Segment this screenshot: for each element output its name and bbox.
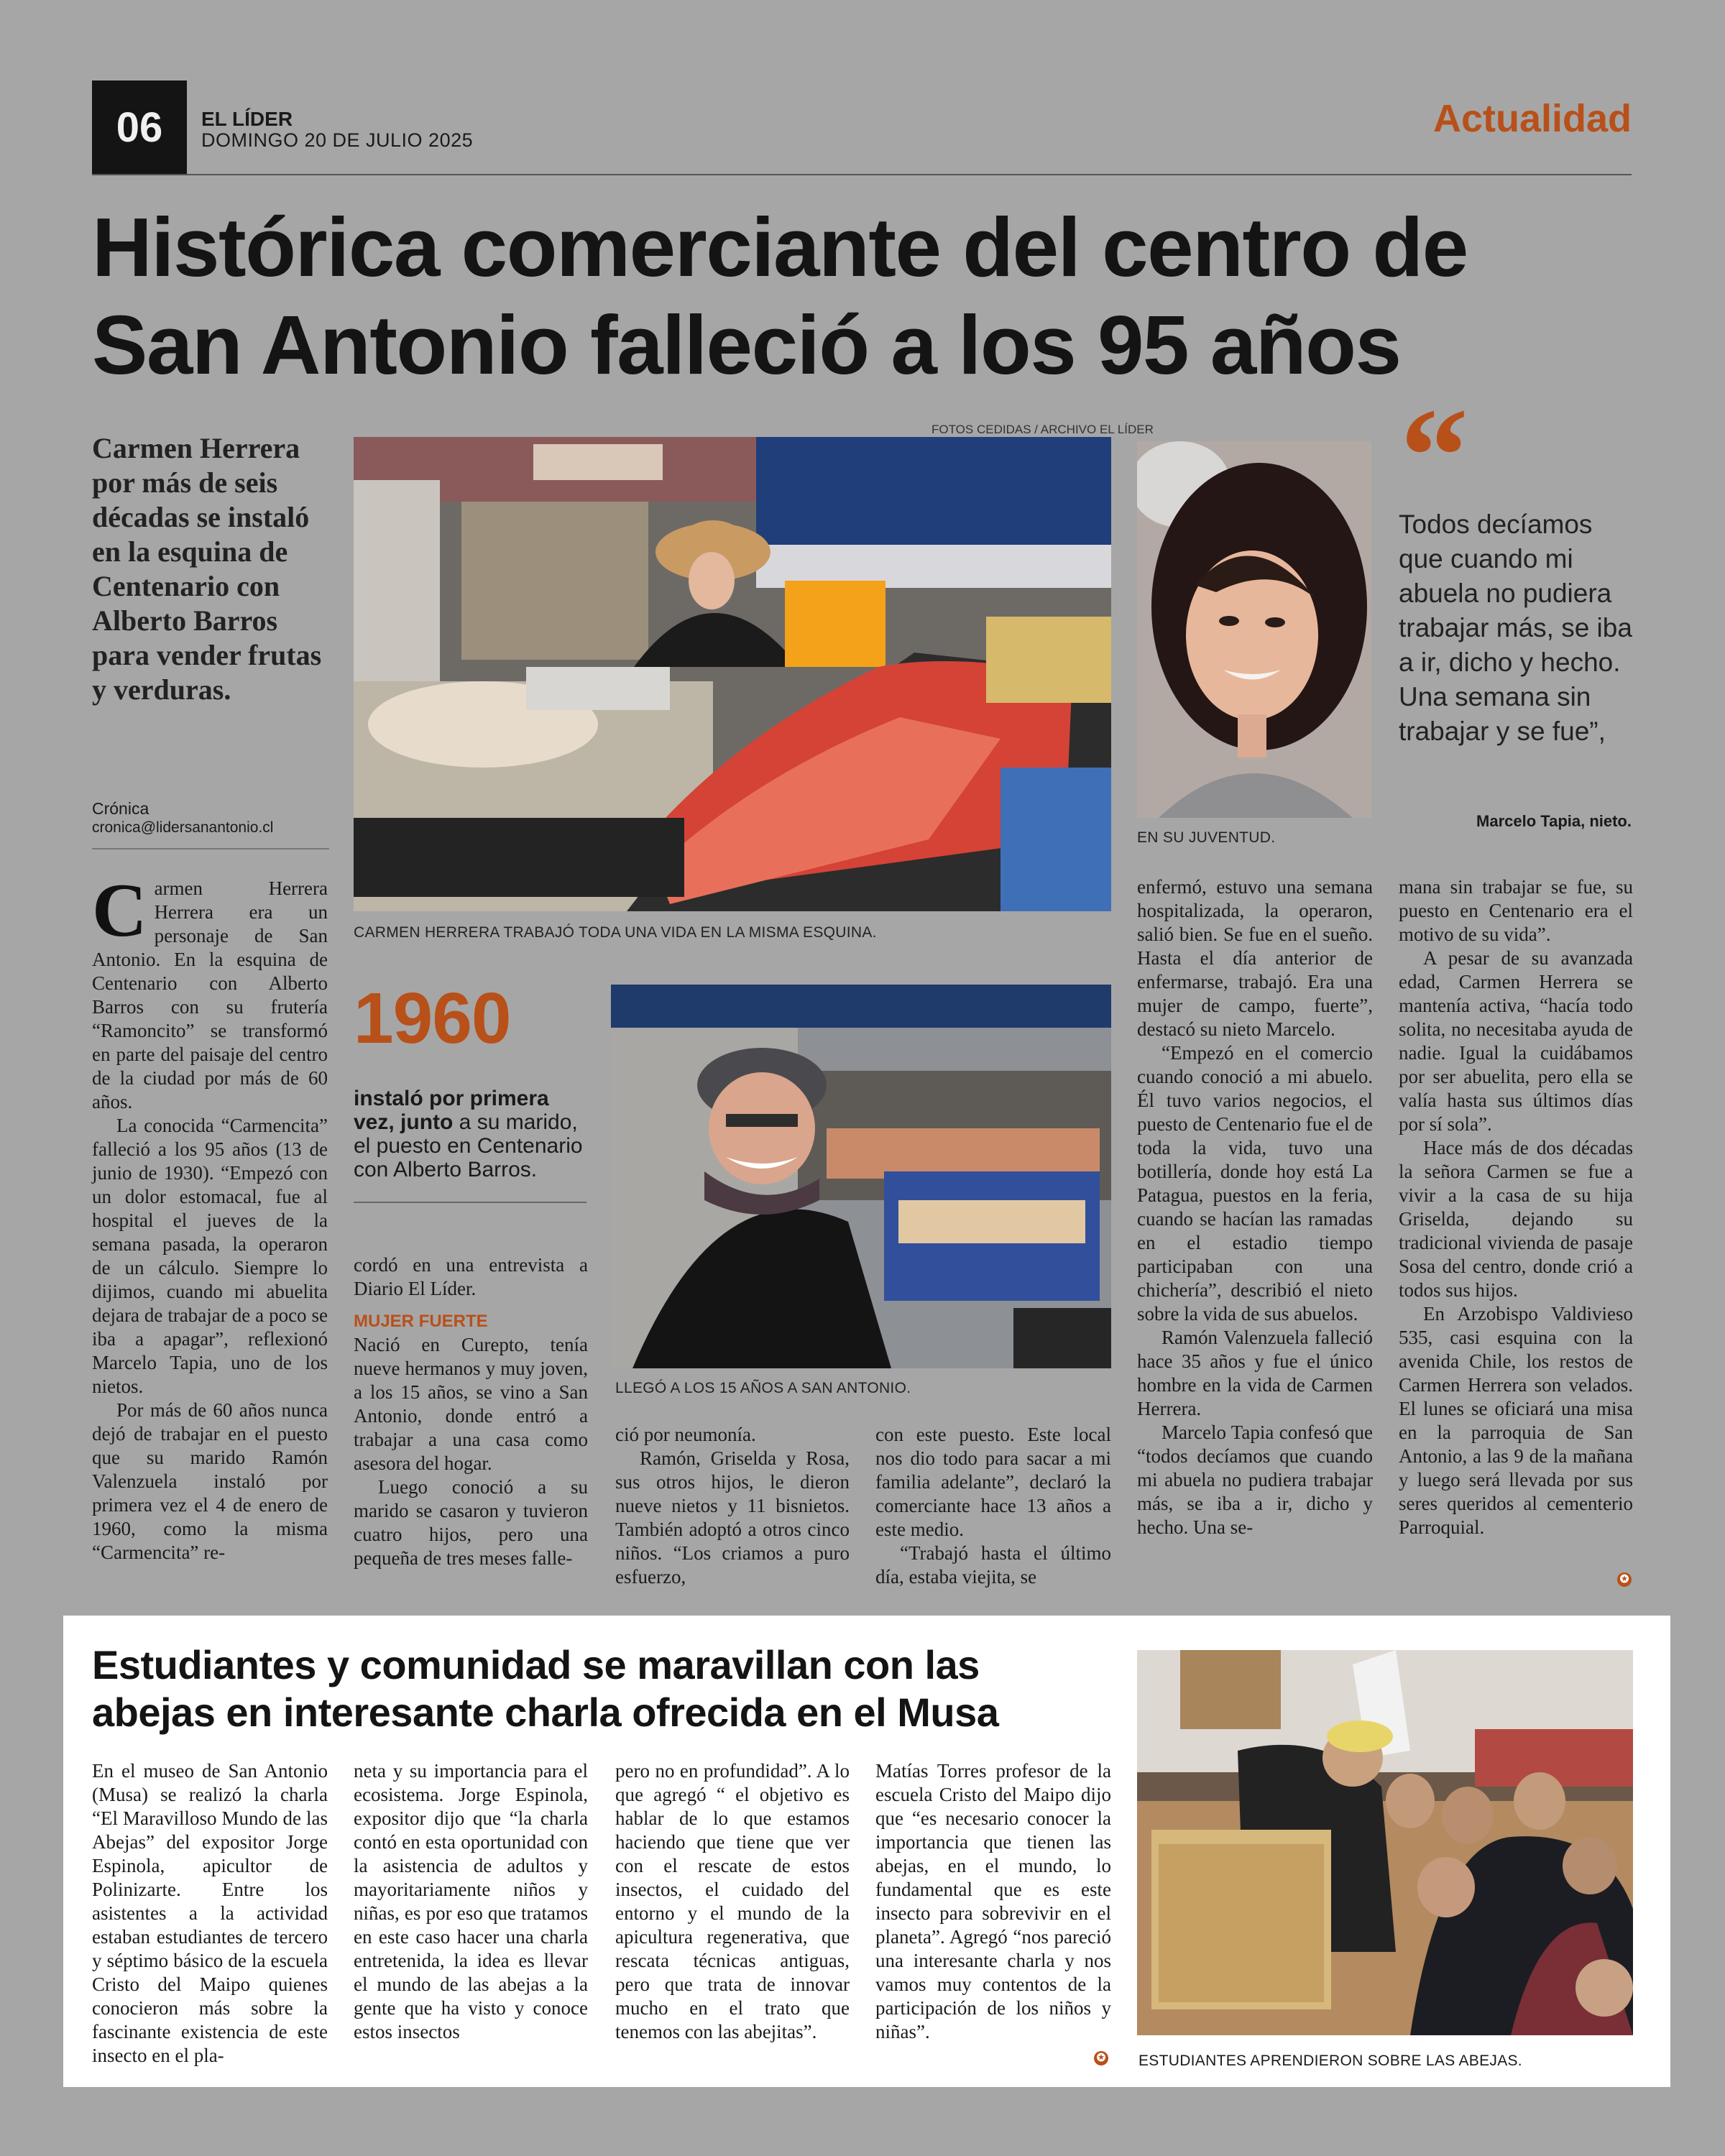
bee-talk-photo — [1137, 1650, 1633, 2035]
second-headline-line-1: Estudiantes y comunidad se maravillan con las — [92, 1642, 980, 1687]
subheading: MUJER FUERTE — [354, 1312, 488, 1331]
paragraph: La conocida “Carmencita” falleció a los 95 años (13 de junio de 1930). “Empezó con un dolor estomacal, fue al hospital el jueves de la semana pasada, la operaron de un cálculo. Siempre lo dijimos, cuando mi abuelita dejara de trabajar de a poco se iba a apagar”, reflexionó Marcelo Tapia, uno de los nietos. — [92, 1115, 328, 1397]
paragraph: A pesar de su avanzada edad, Carmen Herrera se mantenía activa, “hacía todo solita, no necesitaba ayuda de nadie. Igual la cuidábamos por ser abuelita, pero ella se valía hasta sus últimos días por sí sola”. — [1399, 947, 1633, 1135]
paragraph: Hace más de dos décadas la señora Carmen se fue a vivir a la casa de su hija Griselda, dejando su tradicional vivienda de pasaje Sosa del centro, donde crió a todos sus hijos. — [1399, 1137, 1633, 1301]
article-column-2 — [354, 1253, 588, 1570]
paragraph: Marcelo Tapia confesó que “todos decíamos que cuando mi abuela no pudiera trabajar más, se iba a ir, dicho y hecho. Una se- — [1137, 1422, 1373, 1538]
second-column-4: Matías Torres profesor de la escuela Cristo del Maipo dijo que “es necesario conocer la importancia que tienen las abejas, en el mundo, lo fundamental que es este insecto para sobrevivir en el planeta”. Agregó “nos pareció una interesante charla y nos vamos muy contentos de la participación de los niños y niñas”. — [875, 1760, 1111, 2042]
header-rule — [92, 174, 1632, 175]
paragraph: Ramón, Griselda y Rosa, sus otros hijos, le dieron nueve nietos y 11 bisnietos. También adoptó a otros cinco niños. “Los criamos a puro esfuerzo, — [615, 1447, 850, 1588]
drop-cap: C — [92, 868, 147, 952]
second-column-1: En el museo de San Antonio (Musa) se realizó la charla “El Maravilloso Mundo de las Abejas” del expositor Jorge Espinola, apicultor de Polinizarte. Entre los asistentes a la actividad estaban estudiantes de tercero y séptimo básico de la escuela Cristo del Maipo quienes conocieron más sobre la fascinante existencia de este insecto en el pla- — [92, 1760, 328, 2066]
lede: Carmen Herrera por más de seis décadas se instaló en la esquina de Centenario con Alberto Barros para vender frutas y verduras. — [92, 432, 322, 706]
newspaper-name: EL LÍDER — [201, 108, 293, 130]
paragraph: En Arzobispo Valdivieso 535, casi esquina con la avenida Chile, los restos de Carmen Herrera son velados. El lunes se oficiará una misa en la parroquia de San Antonio, a las 9 de la mañana y luego será llevada por sus seres queridos al cementerio Parroquial. — [1399, 1303, 1633, 1538]
highlight-rest: a su marido, el puesto en Centenario con Alberto Barros. — [354, 1110, 583, 1181]
main-photo-caption: CARMEN HERRERA TRABAJÓ TODA UNA VIDA EN LA MISMA ESQUINA. — [354, 924, 877, 941]
byline-email: cronica@lidersanantonio.cl — [92, 819, 274, 836]
highlight-bold: instaló por primera vez, junto — [354, 1087, 549, 1134]
vendor-beanie-image — [611, 985, 1111, 1368]
bee-photo-caption: ESTUDIANTES APRENDIERON SOBRE LAS ABEJAS. — [1138, 2053, 1522, 2069]
youth-portrait — [1137, 441, 1371, 818]
byline-rule — [92, 848, 329, 849]
second-column-3: pero no en profundidad”. A lo que agregó “ el objetivo es hablar de lo que estamos haciendo que tiene que ver con el rescate de estos insectos, el cuidado del entorno y el mundo de la apicultura regenerativa, que rescata técnicas antiguas, pero que trata de innovar mucho en el trato que tenemos con las abejitas”. — [615, 1760, 850, 2042]
main-photo — [354, 437, 1111, 911]
article-column-5 — [1137, 875, 1373, 1539]
quote-author: Marcelo Tapia, nieto. — [1476, 812, 1632, 830]
paragraph: Carmen Herrera Herrera era un personaje de San Antonio. En la esquina de Centenario con Alberto Barros con su frutería “Ramoncito” se transformó en parte del paisaje del centro de la ciudad por más de 60 años. — [92, 868, 328, 1112]
paragraph: “Trabajó hasta el último día, estaba viejita, se — [875, 1542, 1111, 1588]
second-headline — [92, 1641, 1113, 1736]
page-number: 06 — [92, 80, 187, 174]
highlight-rule — [354, 1202, 586, 1203]
byline: Crónica — [92, 799, 150, 818]
section-label: Actualidad — [1432, 97, 1632, 140]
paragraph: Por más de 60 años nunca dejó de trabajar en el puesto que su marido Ramón Valenzuela instaló por primera vez el 4 de enero de 1960, como la misma “Carmencita” re- — [92, 1399, 328, 1563]
photo-credit: FOTOS CEDIDAS / ARCHIVO EL LÍDER — [932, 423, 1154, 436]
paragraph: “Empezó en el comercio cuando conoció a mi abuelo. Él tuvo varios negocios, el puesto de Centenario fue el de toda la vida, tuvo una botillería, donde hoy está La Patagua, puestos en la feria, cuando se hacían las ramadas en el estadio tiempo participaban con una chichería”, describió el nieto sobre la vida de sus abuelos. — [1137, 1042, 1373, 1325]
fruit-stand-image — [354, 437, 1111, 911]
paragraph: enfermó, estuvo una semana hospitalizada, la operaron, salió bien. Se fue en el sueño. Hasta el día anterior de enfermarse, trabajó. Era una mujer de campo, fuerte”, destacó su nieto Marcelo. — [1137, 876, 1373, 1040]
article-column-1 — [92, 868, 328, 1565]
article-column-3 — [615, 1423, 850, 1589]
paragraph: ció por neumonía. — [615, 1424, 756, 1445]
second-column-2: neta y su importancia para el ecosistema. Jorge Espinola, expositor dijo que “la charla contó en esta oportunidad con la asistencia de adultos y mayoritariamente niños y niñas, es por eso que tratamos en este caso hacer una charla entretenida, la idea es llevar el mundo de las abejas a la gente que ha visto y conoce estos insectos — [354, 1760, 588, 2042]
quote-mark: “ — [1400, 381, 1468, 532]
paragraph: mana sin trabajar se fue, su puesto en Centenario era el motivo de su vida”. — [1399, 876, 1633, 945]
paragraph: Luego conoció a su marido se casaron y tuvieron cuatro hijos, pero una pequeña de tres meses falle- — [354, 1476, 588, 1569]
highlight-year: 1960 — [354, 978, 511, 1059]
headline-line-2: San Antonio falleció a los 95 años — [92, 298, 1401, 392]
article-column-4 — [875, 1423, 1111, 1589]
second-photo — [611, 985, 1111, 1368]
youth-portrait-caption: EN SU JUVENTUD. — [1137, 829, 1276, 846]
end-mark-icon: ✪ — [1094, 2051, 1108, 2065]
paragraph: Nació en Curepto, tenía nueve hermanos y muy joven, a los 15 años, se vino a San Antonio, donde entró a trabajar a una casa como asesora del hogar. — [354, 1334, 588, 1474]
end-mark-icon: ✪ — [1617, 1572, 1632, 1587]
main-headline — [92, 198, 1632, 394]
second-photo-caption: LLEGÓ A LOS 15 AÑOS A SAN ANTONIO. — [615, 1380, 911, 1396]
pull-quote: Todos decíamos que cuando mi abuela no pudiera trabajar más, se iba a ir, dicho y hecho. Una semana sin trabajar y se fue”, — [1399, 510, 1632, 746]
youth-portrait-image — [1137, 441, 1371, 818]
issue-date: DOMINGO 20 DE JULIO 2025 — [201, 129, 474, 151]
bee-workshop-image — [1137, 1650, 1633, 2035]
paragraph: con este puesto. Este local nos dio todo para sacar a mi familia adelante”, declaró la comerciante hace 13 años a este medio. — [875, 1424, 1111, 1540]
headline-line-1: Histórica comerciante del centro de — [92, 201, 1468, 294]
paragraph: cordó en una entrevista a Diario El Líder. — [354, 1254, 588, 1299]
paragraph: Ramón Valenzuela falleció hace 35 años y fue el único hombre en la vida de Carmen Herrera. — [1137, 1327, 1373, 1419]
highlight-text — [354, 1087, 591, 1181]
article-column-6 — [1399, 875, 1633, 1539]
second-headline-line-2: abejas en interesante charla ofrecida en el Musa — [92, 1690, 999, 1735]
